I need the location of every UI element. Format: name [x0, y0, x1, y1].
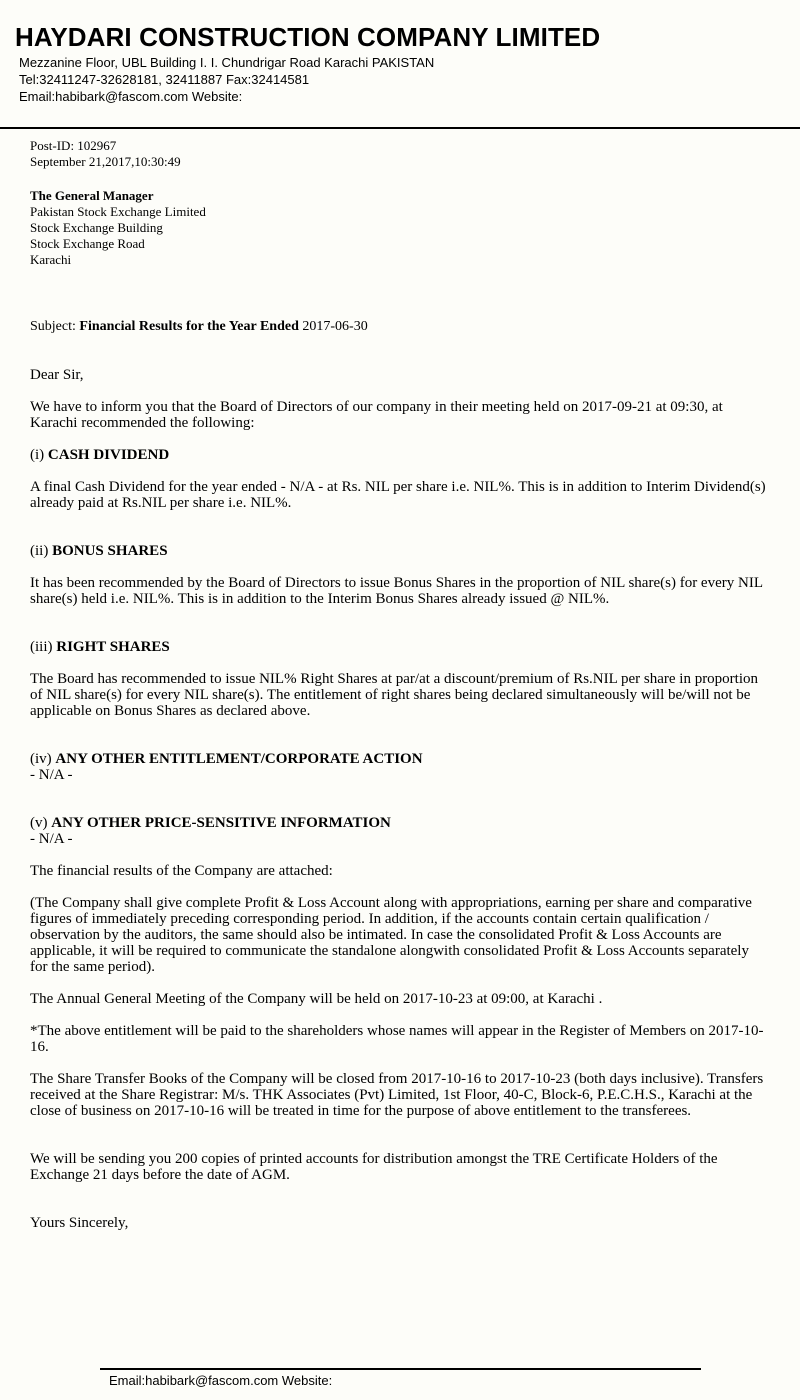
entitlement-paragraph: *The above entitlement will be paid to the shareholders whose names will appear in the Register of Members on 2017-10-16.	[30, 1023, 764, 1055]
closing: Yours Sincerely,	[30, 1215, 129, 1231]
section-number: (iii)	[30, 639, 53, 655]
cash-dividend-paragraph: A final Cash Dividend for the year ended - N/A - at Rs. NIL per share i.e. NIL%. This is in addition to Interim Dividend(s) already paid at Rs.NIL per share i.e. NIL%.	[30, 479, 766, 511]
section-number: (v)	[30, 815, 48, 831]
post-datetime: September 21,2017,10:30:49	[30, 154, 181, 169]
recipient-line-2: Stock Exchange Building	[30, 220, 163, 235]
company-email-website: Email:habibark@fascom.com Website:	[19, 89, 243, 104]
header-divider	[0, 127, 800, 129]
salutation: Dear Sir,	[30, 367, 84, 383]
footer-email-website: Email:habibark@fascom.com Website:	[109, 1373, 333, 1388]
footer-divider	[100, 1368, 701, 1370]
recipient-title	[30, 188, 153, 204]
section-other-entitlement-heading	[30, 751, 770, 767]
bonus-shares-paragraph: It has been recommended by the Board of Directors to issue Bonus Shares in the proportion of NIL share(s) for every NIL share(s) held i.e. NIL%. This is in addition to the Interim Bonus Shares already issued @ NIL%.	[30, 575, 763, 607]
section-number: (iv)	[30, 751, 52, 767]
section-right-shares-heading	[30, 639, 770, 655]
post-id: Post-ID: 102967	[30, 138, 117, 153]
subject-label: Subject:	[30, 319, 76, 334]
recipient-title-text: The General Manager	[30, 188, 154, 203]
agm-paragraph: The Annual General Meeting of the Company will be held on 2017-10-23 at 09:00, at Karachi .	[30, 991, 603, 1007]
price-sensitive-value: - N/A -	[30, 831, 73, 847]
right-shares-paragraph: The Board has recommended to issue NIL% Right Shares at par/at a discount/premium of Rs.NIL per share in proportion of NIL share(s) for every NIL share(s). The entitlement of right shares being declared simultaneously will be/will not be applicable on Bonus Shares as declared above.	[30, 671, 759, 719]
company-address: Mezzanine Floor, UBL Building I. I. Chundrigar Road Karachi PAKISTAN	[19, 55, 435, 70]
section-price-sensitive-heading	[30, 815, 770, 831]
section-number: (ii)	[30, 543, 49, 559]
section-title: ANY OTHER PRICE-SENSITIVE INFORMATION	[51, 815, 391, 831]
company-tel-fax: Tel:32411247-32628181, 32411887 Fax:32414581	[19, 72, 310, 87]
subject-title: Financial Results for the Year Ended	[79, 319, 299, 334]
subject-date: 2017-06-30	[302, 319, 368, 334]
section-bonus-shares-heading	[30, 543, 770, 559]
share-transfer-paragraph: The Share Transfer Books of the Company will be closed from 2017-10-16 to 2017-10-23 (both days inclusive). Transfers received at the Share Registrar: M/s. THK Associates (Pvt) Limited, 1st Floor, 40-C, Block-6, P.E.C.H.S., Karachi at the close of business on 2017-10-16 will be treated in time for the purpose of above entitlement to the transferees.	[30, 1071, 764, 1119]
section-title: BONUS SHARES	[52, 543, 168, 559]
printed-copies-paragraph: We will be sending you 200 copies of printed accounts for distribution amongst the TRE Certificate Holders of the Exchange 21 days before the date of AGM.	[30, 1151, 718, 1183]
company-name: HAYDARI CONSTRUCTION COMPANY LIMITED	[15, 22, 601, 52]
profit-loss-note-paragraph: (The Company shall give complete Profit & Loss Account along with appropriations, earning per share and comparative figures of immediately preceding corresponding period. In addition, if the accounts contain certain qualification / observation by the auditors, the same should also be intimated. In case the consolidated Profit & Loss Accounts are applicable, it will be required to communicate the standalone alongwith consolidated Profit & Loss Accounts separately for the same period).	[30, 895, 752, 975]
section-title: RIGHT SHARES	[56, 639, 170, 655]
subject-line	[30, 319, 770, 335]
intro-paragraph: We have to inform you that the Board of Directors of our company in their meeting held on 2017-09-21 at 09:30, at Karachi recommended the following:	[30, 399, 723, 431]
recipient-line-3: Stock Exchange Road	[30, 236, 145, 251]
other-entitlement-value: - N/A -	[30, 767, 73, 783]
recipient-line-4: Karachi	[30, 252, 72, 267]
section-title: ANY OTHER ENTITLEMENT/CORPORATE ACTION	[55, 751, 423, 767]
section-title: CASH DIVIDEND	[47, 447, 170, 463]
section-number: (i)	[30, 447, 45, 463]
section-cash-dividend-heading	[30, 447, 770, 463]
results-attached-paragraph: The financial results of the Company are attached:	[30, 863, 333, 879]
recipient-line-1: Pakistan Stock Exchange Limited	[30, 204, 206, 219]
